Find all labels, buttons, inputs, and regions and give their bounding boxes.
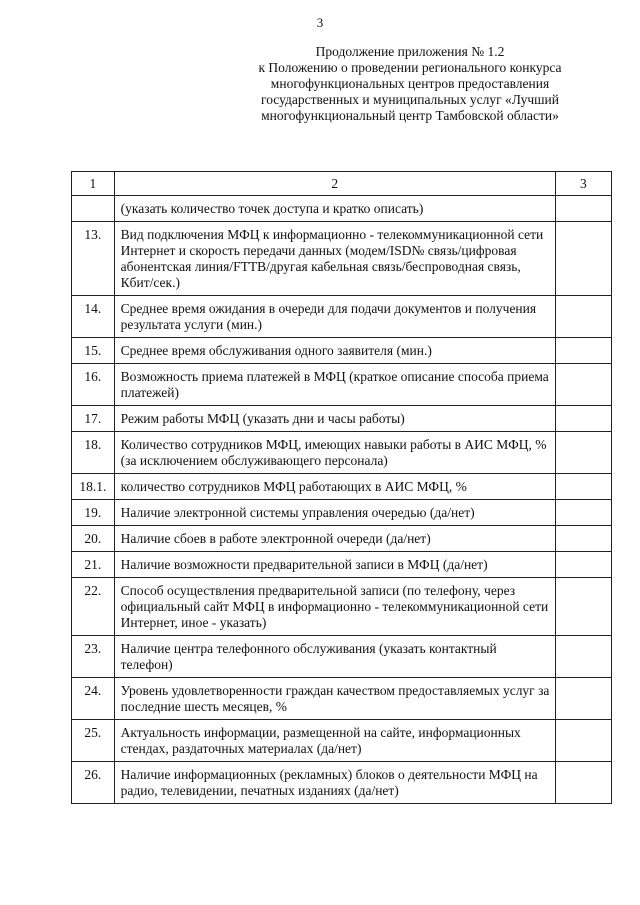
row-number-cell: 20. (72, 526, 115, 552)
row-number-cell: 18. (72, 432, 115, 474)
row-value-cell[interactable] (555, 406, 611, 432)
row-description-cell: (указать количество точек доступа и кратко описать) (114, 196, 555, 222)
row-description-cell: Наличие центра телефонного обслуживания (указать контактный телефон) (114, 636, 555, 678)
row-number-cell: 14. (72, 296, 115, 338)
row-description-cell: Режим работы МФЦ (указать дни и часы работы) (114, 406, 555, 432)
row-value-cell[interactable] (555, 364, 611, 406)
criteria-table (71, 171, 612, 804)
row-number-cell: 18.1. (72, 474, 115, 500)
table-row (72, 364, 612, 406)
table-row (72, 296, 612, 338)
header-line: к Положению о проведении регионального конкурса (258, 60, 562, 75)
row-value-cell[interactable] (555, 222, 611, 296)
row-number-cell: 26. (72, 762, 115, 804)
row-description-cell: Актуальность информации, размещенной на сайте, информационных стендах, раздаточных материалах (да/нет) (114, 720, 555, 762)
table-row (72, 474, 612, 500)
row-number-cell: 17. (72, 406, 115, 432)
column-header-description: 2 (114, 172, 555, 196)
table-row (72, 222, 612, 296)
table-row (72, 678, 612, 720)
table-header-row (72, 172, 612, 196)
row-value-cell[interactable] (555, 500, 611, 526)
row-value-cell[interactable] (555, 338, 611, 364)
row-value-cell[interactable] (555, 578, 611, 636)
row-number-cell: 22. (72, 578, 115, 636)
table-row (72, 406, 612, 432)
table-row (72, 720, 612, 762)
table-row (72, 636, 612, 678)
row-value-cell[interactable] (555, 636, 611, 678)
row-description-cell: Наличие сбоев в работе электронной очереди (да/нет) (114, 526, 555, 552)
row-value-cell[interactable] (555, 678, 611, 720)
table-row (72, 500, 612, 526)
header-line: государственных и муниципальных услуг «Лучший (261, 92, 559, 107)
row-value-cell[interactable] (555, 432, 611, 474)
row-description-cell: Количество сотрудников МФЦ, имеющих навыки работы в АИС МФЦ, % (за исключением обслуживающего персонала) (114, 432, 555, 474)
row-number-cell: 19. (72, 500, 115, 526)
row-number-cell: 15. (72, 338, 115, 364)
table-row (72, 762, 612, 804)
row-description-cell: Вид подключения МФЦ к информационно - телекоммуникационной сети Интернет и скорость передачи данных (модем/ISD№ связь/цифровая абонентская линия/FTTB/другая кабельная связь/беспроводная связь, Кбит/сек.) (114, 222, 555, 296)
row-description-cell: Среднее время обслуживания одного заявителя (мин.) (114, 338, 555, 364)
column-header-value: 3 (555, 172, 611, 196)
row-description-cell: Наличие информационных (рекламных) блоков о деятельности МФЦ на радио, телевидении, печатных изданиях (да/нет) (114, 762, 555, 804)
row-value-cell[interactable] (555, 762, 611, 804)
row-description-cell: Наличие возможности предварительной записи в МФЦ (да/нет) (114, 552, 555, 578)
row-description-cell: Возможность приема платежей в МФЦ (краткое описание способа приема платежей) (114, 364, 555, 406)
row-value-cell[interactable] (555, 552, 611, 578)
row-value-cell[interactable] (555, 720, 611, 762)
row-number-cell: 24. (72, 678, 115, 720)
table-row (72, 432, 612, 474)
row-description-cell: Среднее время ожидания в очереди для подачи документов и получения результата услуги (мин.) (114, 296, 555, 338)
row-value-cell[interactable] (555, 474, 611, 500)
row-number-cell: 23. (72, 636, 115, 678)
row-number-cell: 21. (72, 552, 115, 578)
header-line: многофункциональных центров предоставления (270, 76, 550, 91)
row-value-cell[interactable] (555, 296, 611, 338)
header-line: многофункциональный центр Тамбовской области» (261, 108, 559, 123)
table-row (72, 196, 612, 222)
row-description-cell: количество сотрудников МФЦ работающих в АИС МФЦ, % (114, 474, 555, 500)
row-number-cell: 16. (72, 364, 115, 406)
column-header-number: 1 (72, 172, 115, 196)
row-value-cell[interactable] (555, 196, 611, 222)
row-description-cell: Способ осуществления предварительной записи (по телефону, через официальный сайт МФЦ в информационно - телекоммуникационной сети Интернет, иное - указать) (114, 578, 555, 636)
table-row (72, 526, 612, 552)
row-description-cell: Наличие электронной системы управления очередью (да/нет) (114, 500, 555, 526)
row-value-cell[interactable] (555, 526, 611, 552)
table-row (72, 338, 612, 364)
header-line: Продолжение приложения № 1.2 (315, 44, 505, 59)
row-number-cell: 13. (72, 222, 115, 296)
row-number-cell: 25. (72, 720, 115, 762)
table-row (72, 578, 612, 636)
table-row (72, 552, 612, 578)
row-number-cell (72, 196, 115, 222)
page-number: 3 (316, 15, 324, 30)
document-header (200, 44, 620, 124)
row-description-cell: Уровень удовлетворенности граждан качеством предоставляемых услуг за последние шесть месяцев, % (114, 678, 555, 720)
